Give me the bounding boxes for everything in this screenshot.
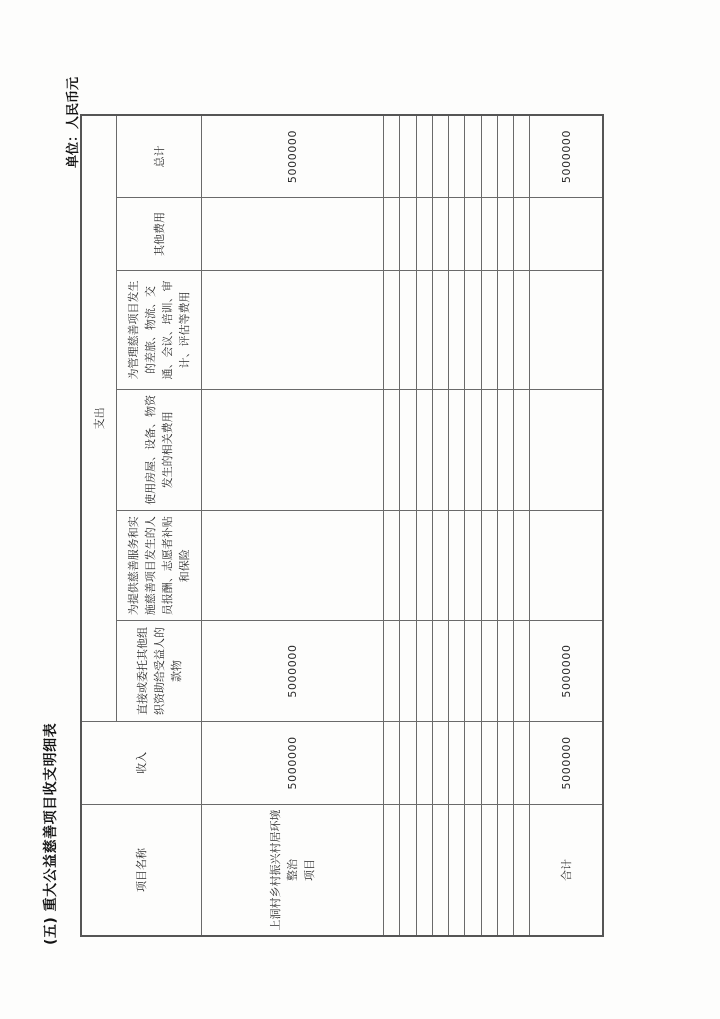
income-cell: 5000000: [202, 721, 384, 804]
table-row-empty: [497, 115, 513, 936]
direct-aid-cell: 5000000: [202, 621, 384, 721]
header-expense-group: 支出: [81, 115, 117, 721]
table-row-empty: [432, 115, 448, 936]
table-total-row: [530, 115, 603, 936]
header-management: 为管理慈善项目发生的差旅、物流、交通、会议、培训、审计、评估等费用: [117, 270, 202, 389]
total-personnel-cell: [530, 510, 603, 621]
header-personnel: 为提供慈善服务和实施慈善项目发生的人员报酬、志愿者补贴和保险: [117, 510, 202, 621]
table-row: [202, 115, 384, 936]
personnel-cell: [202, 510, 384, 621]
header-facilities: 使用房屋、设备、物资发生的相关费用: [117, 389, 202, 510]
total-income-cell: 5000000: [530, 721, 603, 804]
total-row-label: 合计: [530, 805, 603, 936]
table-caption: (五) 重大公益慈善项目收支明细表: [43, 722, 59, 945]
management-cell: [202, 270, 384, 389]
grand-total-cell: 5000000: [530, 115, 603, 197]
header-project-name: 项目名称: [81, 805, 202, 936]
total-cell: 5000000: [202, 115, 384, 197]
income-expense-table: [80, 114, 604, 937]
other-cell: [202, 197, 384, 270]
header-income: 收入: [81, 721, 202, 804]
facilities-cell: [202, 389, 384, 510]
table-row-empty: [449, 115, 465, 936]
table-row-empty: [384, 115, 400, 936]
table-row-empty: [416, 115, 432, 936]
total-other-cell: [530, 197, 603, 270]
header-total: 总计: [117, 115, 202, 197]
project-name-line2: 项目: [303, 859, 317, 882]
total-management-cell: [530, 270, 603, 389]
total-facilities-cell: [530, 389, 603, 510]
project-name-cell: [202, 805, 384, 936]
project-name-line1: 上洞村乡村振兴村居环境整治: [269, 809, 300, 931]
total-direct-aid-cell: 5000000: [530, 621, 603, 721]
table-row-empty: [465, 115, 481, 936]
currency-unit: 单位：人民币元: [66, 77, 81, 169]
table-row-empty: [514, 115, 530, 936]
header-other: 其他费用: [117, 197, 202, 270]
header-direct-aid: 直接或委托其他组织资助给受益人的款物: [117, 621, 202, 721]
table-row-empty: [481, 115, 497, 936]
table-row-empty: [400, 115, 416, 936]
